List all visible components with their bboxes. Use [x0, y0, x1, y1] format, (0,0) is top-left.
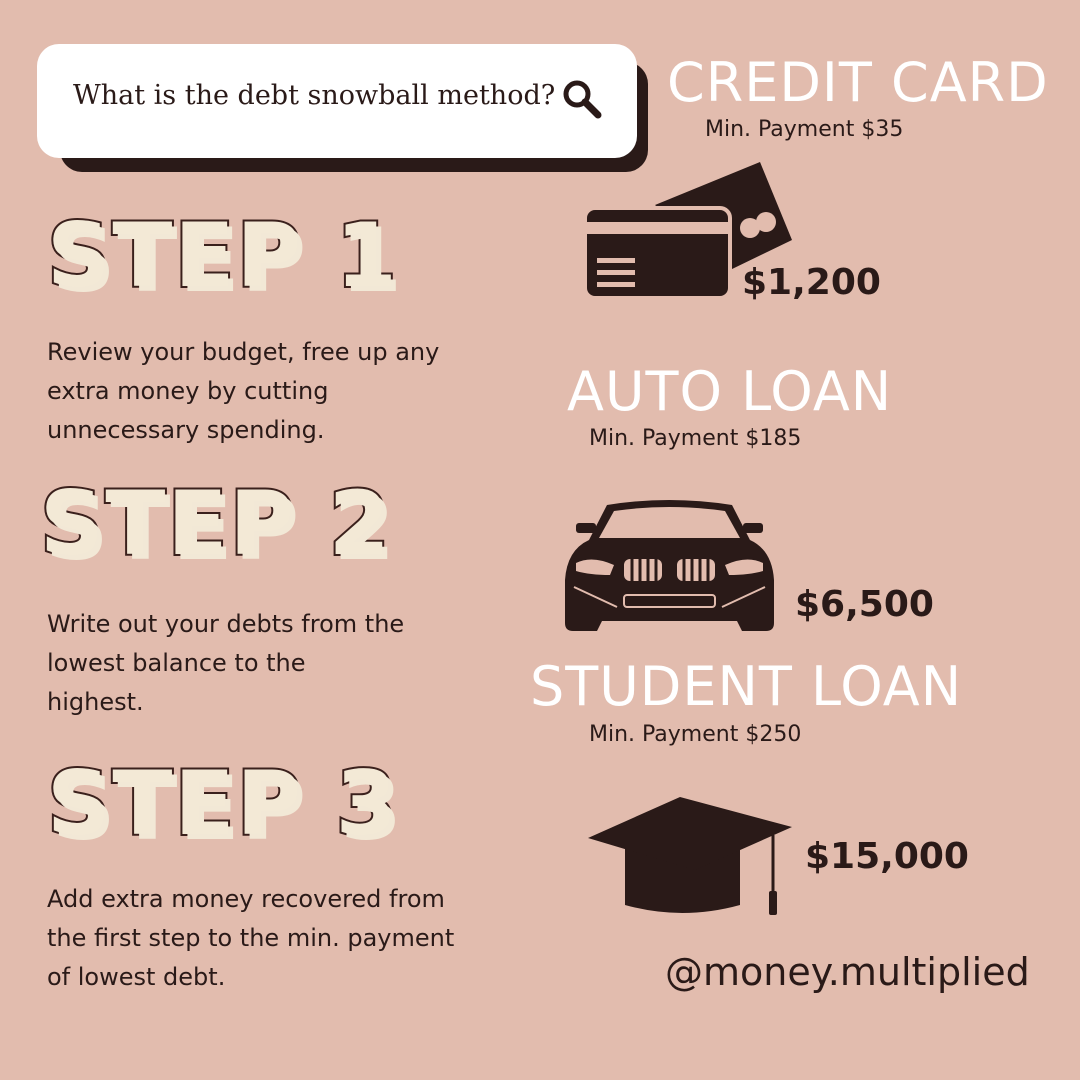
- car-icon: [562, 495, 777, 635]
- step-1-text: Review your budget, free up any extra money by cutting unnecessary spending.: [47, 338, 440, 444]
- graduation-cap-icon: [585, 795, 795, 920]
- step-1-title: STEP 1: [47, 204, 399, 307]
- student-loan-min-payment: Min. Payment $250: [589, 722, 802, 747]
- search-bar[interactable]: [37, 44, 637, 158]
- credit-card-balance: $1,200: [742, 262, 881, 303]
- step-3-title: STEP 3: [47, 752, 399, 855]
- step-2-text: Write out your debts from the lowest balance to the highest.: [47, 610, 405, 716]
- step-2-title: STEP 2: [40, 472, 392, 575]
- step-3-text: Add extra money recovered from the first step to the min. payment of lowest debt.: [47, 885, 455, 991]
- auto-loan-balance: $6,500: [795, 584, 934, 625]
- auto-loan-min-payment: Min. Payment $185: [589, 426, 802, 451]
- search-icon[interactable]: [561, 78, 603, 120]
- search-query[interactable]: What is the debt snowball method?: [73, 80, 556, 111]
- credit-card-min-payment: Min. Payment $35: [705, 117, 904, 142]
- student-loan-heading: STUDENT LOAN: [530, 655, 963, 718]
- credit-card-heading: CREDIT CARD: [667, 51, 1049, 114]
- student-loan-balance: $15,000: [805, 836, 969, 877]
- auto-loan-heading: AUTO LOAN: [567, 360, 893, 423]
- social-handle: @money.multiplied: [665, 950, 1030, 994]
